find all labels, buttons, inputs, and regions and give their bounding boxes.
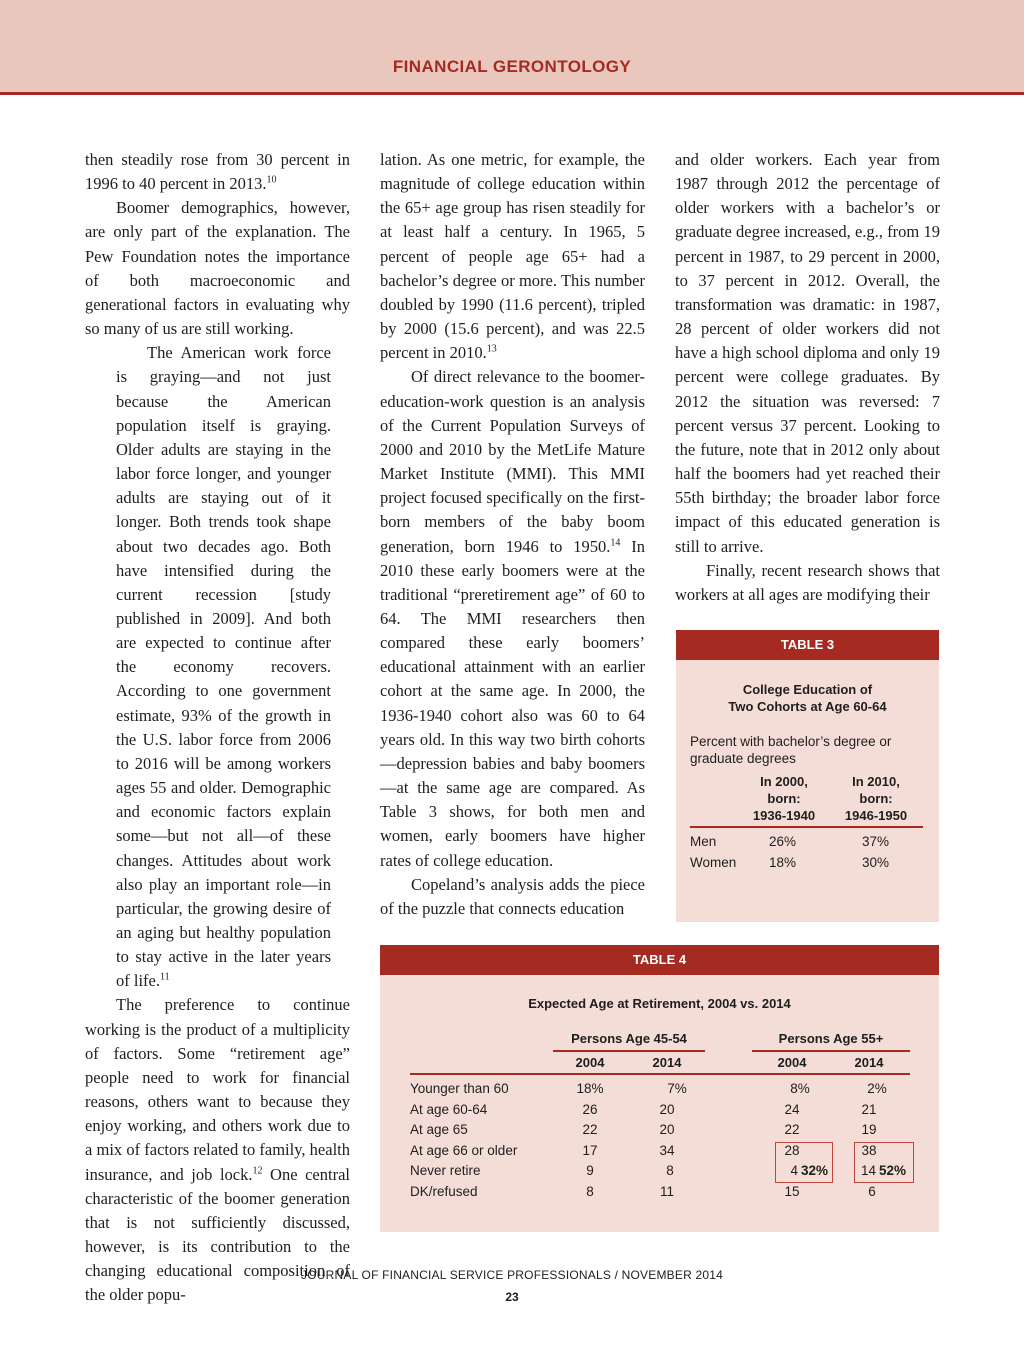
table-3-row-label: Women [690,855,737,870]
table-4 [380,945,939,1232]
table-4-cell: 9 [586,1163,594,1178]
table-4-highlight-box [854,1142,914,1183]
table-3-subtitle: Percent with bachelor’s degree or [690,734,892,749]
table-3-title: Two Cohorts at Age 60-64 [728,699,887,714]
table-3-title: College Education of [742,682,873,697]
table-4-row-label: DK/refused [410,1184,478,1199]
block-quote: The American work force is graying—and not just because the American population itself is graying. Older adults are staying in the labor force longer, and younger adults are staying out of it longer. Both trends took shape about two decades ago. Both have intensified during the current recession [study published in 2009]. And both are expected to continue after the economy recovers. According to one government estimate, 93% of the growth in the U.S. labor force from 2006 to 2016 will be among workers ages 55 and older. Demographic and economic factors explain some—but not all—of these changes. Attitudes about work also play an important role—in particular, the growing desire of an aging but healthy population to stay active in the later years of life.$^{11}$ [116,343,331,991]
table-3-cell: 26% [769,834,797,849]
table-3-label: TABLE 3 [676,630,939,660]
table-3-col-header: born: [859,791,893,806]
table-3-col-header: In 2000, [760,774,808,789]
table-4-row-label: Never retire [410,1163,481,1178]
table-3-body [676,660,939,922]
footnote-ref: 11 [159,971,170,983]
table-4-label: TABLE 4 [380,945,939,975]
table-4-cell: 22 [784,1122,800,1137]
table-4-cell: 15 [784,1184,800,1199]
table-3-cell: 30% [862,855,890,870]
table-3-col-header: 1936-1940 [752,808,816,823]
table-4-cell: 21 [861,1102,877,1117]
table-4-year-header: 2014 [652,1055,682,1070]
table-4-group-rule [752,1050,910,1052]
text-column-2 [380,148,645,921]
header-band [0,0,1024,92]
table-4-cell: 28 [784,1143,800,1158]
table-4-year-header: 2004 [575,1055,605,1070]
table-3-cell: 18% [769,855,797,870]
table-4-cell: 24 [784,1102,800,1117]
table-3-col-header: In 2010, [852,774,900,789]
paragraph: Boomer demographics, however, are only part of the explanation. The Pew Foundation notes the importance of both macroeconomic and generational factors in evaluating why so many of us are still working. [85,198,350,339]
paragraph: Copeland’s analysis adds the piece of the puzzle that connects education [380,874,645,918]
table-4-highlight-total: 52% [879,1163,907,1178]
table-4-cell: 19 [861,1122,877,1137]
table-4-group-header: Persons Age 55+ [778,1031,884,1046]
table-4-cell: 6 [868,1184,876,1199]
table-4-cell: 8% [790,1081,810,1096]
paragraph: then steadily rose from 30 percent in 1996 to 40 percent in 2013.10 [85,150,350,194]
table-4-cell: 8 [666,1163,674,1178]
table-3-col-header: 1946-1950 [844,808,908,823]
table-4-cell: 2% [867,1081,887,1096]
table-3-subtitle: graduate degrees [690,751,796,766]
table-4-body [380,975,939,1232]
table-4-cell: 7% [667,1081,687,1096]
table-4-highlight-box [775,1142,833,1183]
page-number: 23 [505,1290,519,1304]
footnote-ref: 14 [610,537,621,548]
table-4-cell: 26 [582,1102,598,1117]
table-3-row-label: Men [690,834,717,849]
footer-journal: JOURNAL OF FINANCIAL SERVICE PROFESSIONALS / NOVEMBER 2014 [301,1268,723,1282]
table-4-cell: 4 [790,1163,798,1178]
table-4-cell: 22 [582,1122,598,1137]
table-4-cell: 38 [861,1143,877,1158]
text-column-3 [675,148,940,607]
table-3-rule [690,826,923,828]
table-4-cell: 18% [576,1081,604,1096]
table-4-cell: 17 [582,1143,598,1158]
paragraph: The preference to continue working is the product of a multiplicity of factors. Some “retirement age” people need to work for financial reasons, others want to because they enjoy working, and others work due to a mix of factors related to family, health insurance, and job lock.$^{12}$ One central characteristic of the boomer generation that is not sufficiently discussed, however, is its contribution to the changing educational composition of the older popu- [85,995,350,1305]
running-header-title: FINANCIAL GERONTOLOGY [392,57,632,76]
table-4-row-label: At age 60-64 [410,1102,488,1117]
table-4-cell: 11 [659,1184,674,1199]
table-4-row-label: At age 65 [410,1122,468,1137]
table-4-group-rule [553,1050,705,1052]
table-3-col-header: born: [767,791,801,806]
paragraph: Finally, recent research shows that workers at all ages are modifying their [675,560,940,604]
table-4-highlight-total: 32% [801,1163,829,1178]
table-4-header-rule [410,1073,910,1075]
paragraph: lation. As one metric, for example, the magnitude of college education within the 65+ age group has risen steadily for at least half a century. In 1965, 5 percent of people age 65+ had a bachelor’s degree or more. This number doubled by 1990 (11.6 percent), tripled by 2000 (15.6 percent), and was 22.5 percent in 2010.13 [380,150,645,363]
table-4-cell: 20 [659,1122,675,1137]
table-4-cell: 20 [659,1102,675,1117]
table-3-cell: 37% [862,834,890,849]
table-4-group-header: Persons Age 45-54 [571,1031,687,1046]
footnote-ref: 13 [486,343,497,355]
table-4-title: Expected Age at Retirement, 2004 vs. 2014 [528,996,791,1011]
footnote-ref: 12 [252,1165,263,1177]
table-4-cell: 14 [860,1163,876,1178]
table-4-cell: 8 [586,1184,594,1199]
table-3 [676,630,939,922]
table-4-row-label: At age 66 or older [410,1143,518,1158]
table-4-row-label: Younger than 60 [410,1081,509,1096]
footnote-ref: 10 [266,174,277,186]
header-rule [0,92,1024,95]
table-4-cell: 34 [659,1143,675,1158]
paragraph: and older workers. Each year from 1987 through 2012 the percentage of older workers with a bachelor’s or graduate degree increased, e.g., from 19 percent in 1987, to 29 percent in 2000, to 37 percent in 2012. Overall, the transformation was dramatic: in 1987, 28 percent of older workers did not have a high school diploma and only 19 percent were college graduates. By 2012 the situation was reversed: 7 percent versus 37 percent. Looking to the future, note that in 2012 only about half the boomers had yet reached their 55th birthday; the broader labor force impact of this educated generation is still to arrive. [675,150,940,556]
text-column-1 [85,148,350,1308]
table-4-year-header: 2004 [777,1055,807,1070]
paragraph: Of direct relevance to the boomer-education-work question is an analysis of the Current Population Surveys of 2000 and 2010 by the MetLife Mature Market Institute (MMI). This MMI project focused specifically on the first-born members of the baby boom generation, born 1946 to 1950.14 In 2010 these early boomers were at the traditional “preretirement age” of 60 to 64. The MMI researchers then compared these early boomers’ educational attainment with an earlier cohort at the same age. In 2000, the 1936-1940 cohort also was 60 to 64 years old. In this way two birth cohorts—depression babies and baby boomers—at the same age are compared. As Table 3 shows, for both men and women, early boomers have higher rates of college education. [380,367,645,870]
table-4-year-header: 2014 [854,1055,884,1070]
